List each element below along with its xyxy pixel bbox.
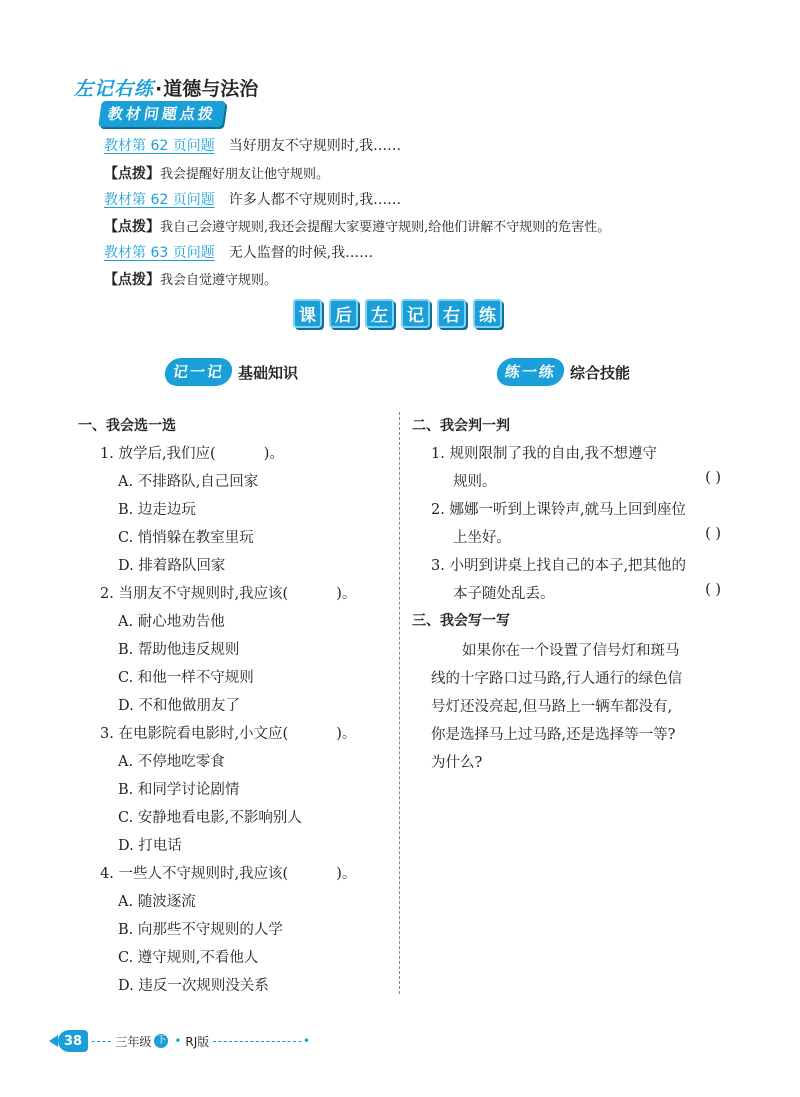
brand-title — [74, 74, 258, 101]
hint-text: 我会提醒好朋友让他守规则。 — [160, 167, 330, 182]
option[interactable]: B. 和同学讨论剧情 — [118, 782, 240, 798]
edition-label: RJ版 — [185, 1034, 210, 1049]
textbook-page-link[interactable]: 教材第 62 页问题 — [104, 192, 215, 208]
footer-dash-icon: ---- — [91, 1034, 113, 1048]
question-3-stem: 3. 在电影院看电影时,小文应( )。 — [100, 726, 357, 742]
option[interactable]: C. 安静地看电影,不影响别人 — [118, 810, 302, 826]
question-1-stem: 1. 放学后,我们应( )。 — [100, 446, 284, 462]
hint-label: 【点拨】 — [104, 219, 160, 235]
question-2-stem: 2. 当朋友不守规则时,我应该( )。 — [100, 586, 357, 602]
brand-subject: 道德与法治 — [163, 78, 259, 100]
writing-prompt-line: 号灯还没亮起,但马路上一辆车都没有, — [431, 699, 673, 715]
banner-char: 记 — [401, 299, 430, 328]
question-text: 许多人都不守规则时,我…… — [228, 192, 402, 208]
banner-char: 左 — [365, 299, 394, 328]
option[interactable]: B. 边走边玩 — [118, 502, 196, 518]
writing-prompt-line: 为什么? — [431, 755, 483, 771]
basic-knowledge-header — [165, 358, 298, 386]
writing-prompt-line: 线的十字路口过马路,行人通行的绿色信 — [431, 671, 683, 687]
textbook-page-link[interactable]: 教材第 62 页问题 — [104, 138, 215, 154]
textbook-hint-label: 教材问题点拨 — [98, 101, 226, 127]
page-number: 38 — [58, 1030, 88, 1052]
brand-dot: · — [155, 78, 163, 100]
option[interactable]: D. 违反一次规则没关系 — [118, 978, 269, 994]
comprehensive-skills-header — [497, 358, 630, 386]
textbook-question-1 — [104, 136, 401, 156]
part1-title: 一、我会选一选 — [78, 418, 176, 434]
writing-prompt-line: 如果你在一个设置了信号灯和斑马 — [462, 643, 680, 659]
judge-item-2-line1: 2. 娜娜一听到上课铃声,就马上回到座位 — [431, 502, 687, 518]
option[interactable]: D. 排着路队回家 — [118, 558, 226, 574]
textbook-hint-tag — [100, 101, 224, 127]
judge-item-1-line2: 规则。 ( ) — [453, 470, 721, 490]
textbook-question-3 — [104, 243, 373, 263]
hint-1 — [104, 163, 329, 185]
brand-main: 左记右练 — [74, 78, 155, 100]
option[interactable]: A. 随波逐流 — [118, 894, 196, 910]
part2-title: 二、我会判一判 — [412, 418, 510, 434]
judge-item-2-line2: 上坐好。 ( ) — [453, 526, 721, 546]
judge-answer-blank[interactable]: ( ) — [705, 582, 721, 598]
question-text: 无人监督的时候,我…… — [228, 245, 374, 261]
textbook-page-link[interactable]: 教材第 63 页问题 — [104, 245, 215, 261]
hint-text: 我会自觉遵守规则。 — [160, 273, 278, 288]
banner-char: 后 — [329, 299, 358, 328]
section-title: 综合技能 — [570, 363, 631, 382]
question-4-stem: 4. 一些人不守规则时,我应该( )。 — [100, 866, 357, 882]
judge-item-3-line2: 本子随处乱丢。 ( ) — [453, 582, 721, 602]
part3-title: 三、我会写一写 — [412, 613, 510, 629]
judge-item-1-line1: 1. 规则限制了我的自由,我不想遵守 — [431, 446, 658, 462]
hint-label: 【点拨】 — [104, 272, 160, 288]
option[interactable]: C. 遵守规则,不看他人 — [118, 950, 259, 966]
option[interactable]: A. 不排路队,自己回家 — [118, 474, 259, 490]
term-label: 下 — [156, 1035, 167, 1046]
option[interactable]: A. 不停地吃零食 — [118, 754, 225, 770]
grade-label: 三年级 — [115, 1034, 152, 1049]
hint-3 — [104, 269, 277, 291]
section-badge: 记一记 — [163, 358, 234, 386]
option[interactable]: B. 帮助他违反规则 — [118, 642, 240, 658]
section-title: 基础知识 — [238, 363, 299, 382]
section-badge: 练一练 — [495, 358, 566, 386]
question-text: 当好朋友不守规则时,我…… — [228, 138, 402, 154]
hint-2 — [104, 216, 610, 238]
option[interactable]: D. 打电话 — [118, 838, 182, 854]
judge-answer-blank[interactable]: ( ) — [705, 526, 721, 542]
footer-trail-icon: -----------------• — [212, 1034, 312, 1048]
banner-char: 课 — [293, 299, 322, 328]
writing-prompt-line: 你是选择马上过马路,还是选择等一等? — [431, 727, 676, 743]
option[interactable]: C. 和他一样不守规则 — [118, 670, 254, 686]
column-divider — [399, 412, 400, 994]
option[interactable]: D. 不和他做朋友了 — [118, 698, 240, 714]
option[interactable]: B. 向那些不守规则的人学 — [118, 922, 283, 938]
after-class-banner — [293, 299, 502, 328]
option[interactable]: A. 耐心地劝告他 — [118, 614, 225, 630]
judge-answer-blank[interactable]: ( ) — [705, 470, 721, 486]
option[interactable]: C. 悄悄躲在教室里玩 — [118, 530, 254, 546]
banner-char: 右 — [437, 299, 466, 328]
page-footer — [58, 1030, 314, 1052]
footer-dot-icon: • — [174, 1034, 183, 1048]
banner-char: 练 — [473, 299, 502, 328]
textbook-question-2 — [104, 190, 401, 210]
judge-item-3-line1: 3. 小明到讲桌上找自己的本子,把其他的 — [431, 558, 687, 574]
hint-label: 【点拨】 — [104, 166, 160, 182]
hint-text: 我自己会遵守规则,我还会提醒大家要遵守规则,给他们讲解不守规则的危害性。 — [160, 220, 611, 235]
